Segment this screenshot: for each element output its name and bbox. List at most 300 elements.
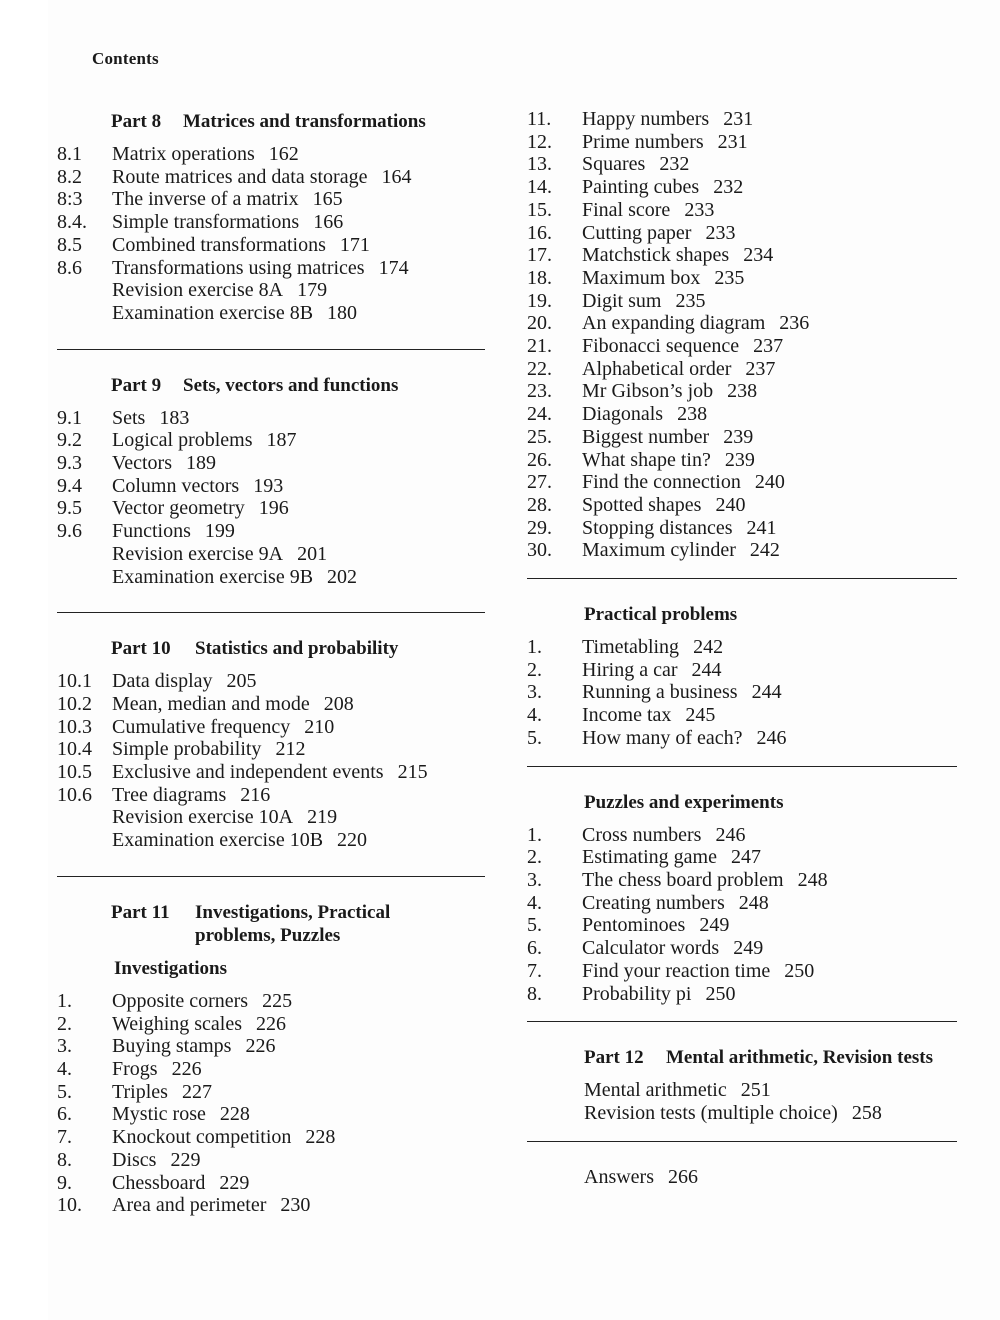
toc-entry[interactable] <box>57 234 485 257</box>
entry-title: Income tax <box>582 704 672 727</box>
toc-entry[interactable] <box>57 1035 485 1058</box>
entry-page: 248 <box>738 891 769 914</box>
entry-number: 9.4 <box>57 474 82 497</box>
toc-entry[interactable] <box>57 738 485 761</box>
entry-number: 23. <box>527 380 552 403</box>
entry-page: 202 <box>327 565 358 588</box>
part-title: Statistics and probability <box>195 638 399 660</box>
toc-entry[interactable] <box>527 222 957 245</box>
entry-page: 220 <box>337 829 368 852</box>
toc-entry[interactable] <box>57 1194 485 1217</box>
part-number: Part 12 <box>584 1047 644 1069</box>
part-title <box>195 901 485 947</box>
entry-title: Cutting paper <box>582 221 692 244</box>
toc-entry[interactable] <box>527 704 957 727</box>
entry-number: 5. <box>527 726 542 749</box>
entry-page: 165 <box>312 188 343 211</box>
entry-title: Simple transformations <box>112 211 300 234</box>
entry-page: 231 <box>717 130 748 153</box>
entry-number: 29. <box>527 516 552 539</box>
entry-page: 230 <box>280 1194 311 1217</box>
entry-page: 216 <box>240 783 271 806</box>
entry-page: 205 <box>226 670 257 693</box>
entry-number: 7. <box>57 1126 72 1149</box>
entry-page: 236 <box>779 312 810 335</box>
entry-number: 4. <box>527 891 542 914</box>
entry-number: 9.2 <box>57 429 82 452</box>
part-title-line-2: problems, Puzzles <box>195 924 341 946</box>
toc-entry[interactable] <box>57 211 485 234</box>
entry-number: 2. <box>527 658 542 681</box>
toc-entry[interactable] <box>57 990 485 1013</box>
entry-title: Logical problems <box>112 429 253 452</box>
entry-page: 226 <box>256 1012 287 1035</box>
entry-page: 183 <box>159 406 190 429</box>
entry-title: Examination exercise 8B <box>112 301 314 324</box>
part-12-list <box>527 1079 957 1124</box>
entry-number: 3. <box>57 1035 72 1058</box>
toc-entry[interactable] <box>527 1079 957 1102</box>
entry-title: Simple probability <box>112 738 262 761</box>
entry-page: 210 <box>304 715 335 738</box>
entry-page: 179 <box>297 279 328 302</box>
entry-page: 245 <box>685 704 716 727</box>
entry-title: Diagonals <box>582 403 664 426</box>
entry-page: 219 <box>307 806 338 829</box>
entry-number <box>57 543 112 566</box>
entry-number: 7. <box>527 959 542 982</box>
entry-page: 244 <box>751 681 782 704</box>
entry-page: 239 <box>724 448 755 471</box>
toc-entry[interactable] <box>57 279 485 302</box>
toc-entry[interactable] <box>527 727 957 750</box>
toc-entry[interactable] <box>57 166 485 189</box>
entry-title: Revision exercise 10A <box>112 806 294 829</box>
entry-title: Hiring a car <box>582 658 678 681</box>
entry-page: 226 <box>171 1057 202 1080</box>
entry-number: 22. <box>527 357 552 380</box>
entry-page: 266 <box>668 1165 698 1188</box>
entry-page: 249 <box>699 914 730 937</box>
entry-title: Mr Gibson’s job <box>582 380 714 403</box>
toc-entry[interactable] <box>527 153 957 176</box>
toc-entry[interactable] <box>57 1081 485 1104</box>
entry-number: 8:3 <box>57 188 83 211</box>
toc-entry[interactable] <box>527 335 957 358</box>
entry-number: 8. <box>57 1148 72 1171</box>
toc-entry[interactable] <box>527 380 957 403</box>
entry-title: Knockout competition <box>112 1126 292 1149</box>
entry-title: Prime numbers <box>582 130 704 153</box>
entry-page: 250 <box>784 959 815 982</box>
entry-page: 232 <box>713 176 744 199</box>
entry-title: Painting cubes <box>582 176 700 199</box>
entry-title: Matchstick shapes <box>582 244 730 267</box>
entry-number: 13. <box>527 153 552 176</box>
entry-number: 10.2 <box>57 692 92 715</box>
part-9-heading <box>57 374 485 397</box>
entry-number: 21. <box>527 335 552 358</box>
toc-entry[interactable] <box>57 716 485 739</box>
entry-page: 242 <box>749 539 780 562</box>
entry-page: 201 <box>297 542 328 565</box>
toc-entry[interactable] <box>57 188 485 211</box>
entry-title: Maximum cylinder <box>582 539 736 562</box>
entry-page: 232 <box>659 153 690 176</box>
part-title: Sets, vectors and functions <box>183 374 399 396</box>
entry-number: 5. <box>57 1080 72 1103</box>
entry-page: 244 <box>691 658 722 681</box>
toc-entry-answers[interactable] <box>527 1166 957 1189</box>
entry-page: 229 <box>219 1171 250 1194</box>
entry-number: 8.1 <box>57 143 82 165</box>
toc-entry[interactable] <box>57 257 485 280</box>
entry-title: The inverse of a matrix <box>112 188 299 211</box>
entry-page: 196 <box>258 497 289 520</box>
entry-title: Spotted shapes <box>582 493 702 516</box>
entry-title: Pentominoes <box>582 914 686 937</box>
toc-entry[interactable] <box>57 452 485 475</box>
entry-number: 28. <box>527 493 552 516</box>
entry-title: Mental arithmetic <box>584 1079 727 1102</box>
entry-page: 241 <box>746 516 777 539</box>
entry-page: 242 <box>693 636 724 659</box>
entry-title: Calculator words <box>582 937 720 960</box>
entry-title: Chessboard <box>112 1171 206 1194</box>
entry-title: Maximum box <box>582 266 701 289</box>
entry-page: 174 <box>378 256 409 279</box>
part-number: Part 9 <box>111 374 162 396</box>
part-10-heading <box>57 637 485 660</box>
puzzles-heading: Puzzles and experiments <box>584 791 784 813</box>
entry-page: 251 <box>740 1079 771 1102</box>
entry-number <box>527 1102 584 1125</box>
entry-title: Transformations using matrices <box>112 256 365 279</box>
entry-number: 3. <box>527 681 542 704</box>
toc-entry[interactable] <box>57 497 485 520</box>
toc-entry[interactable] <box>57 302 485 325</box>
entry-number: 26. <box>527 448 552 471</box>
toc-entry[interactable] <box>57 143 485 166</box>
part-number: Part 8 <box>111 111 162 132</box>
entry-number: 17. <box>527 244 552 267</box>
entry-title: Biggest number <box>582 425 710 448</box>
toc-entry[interactable] <box>57 1103 485 1126</box>
toc-entry[interactable] <box>57 784 485 807</box>
entry-title: Combined transformations <box>112 233 326 256</box>
entry-title: Cross numbers <box>582 823 702 846</box>
entry-page: 187 <box>266 429 297 452</box>
toc-entry[interactable] <box>527 449 957 472</box>
toc-entry[interactable] <box>57 1126 485 1149</box>
toc-entry[interactable] <box>57 1013 485 1036</box>
toc-entry[interactable] <box>527 960 957 983</box>
toc-entry[interactable] <box>527 892 957 915</box>
toc-entry[interactable] <box>527 824 957 847</box>
entry-page: 234 <box>743 244 774 267</box>
page-title: Contents <box>92 49 159 68</box>
entry-number: 30. <box>527 539 552 562</box>
entry-number: 9.6 <box>57 520 82 543</box>
entry-title: Revision exercise 8A <box>112 279 284 302</box>
entry-number <box>57 279 112 302</box>
entry-page: 162 <box>268 143 299 165</box>
entry-title: Estimating game <box>582 846 717 869</box>
entry-page: 180 <box>327 301 358 324</box>
entry-number: 6. <box>527 937 542 960</box>
entry-title: Area and perimeter <box>112 1194 267 1217</box>
entry-number: 8.4. <box>57 211 87 234</box>
toc-entry[interactable] <box>527 199 957 222</box>
investigations-continued-list <box>527 108 957 562</box>
entry-page: 215 <box>397 761 428 784</box>
entry-page: 233 <box>705 221 736 244</box>
page-margin <box>0 0 48 1320</box>
entry-page: 247 <box>730 846 761 869</box>
toc-entry[interactable] <box>527 846 957 869</box>
entry-page: 250 <box>705 982 736 1005</box>
toc-entry[interactable] <box>57 1058 485 1081</box>
part-9-list <box>57 407 485 589</box>
entry-page: 164 <box>381 165 412 188</box>
entry-number: 5. <box>527 914 542 937</box>
entry-title: Sets <box>112 406 146 429</box>
entry-title: Happy numbers <box>582 108 710 130</box>
entry-page: 237 <box>753 335 784 358</box>
toc-entry[interactable] <box>57 1149 485 1172</box>
entry-page: 208 <box>323 692 354 715</box>
entry-number <box>527 1166 584 1189</box>
entry-page: 249 <box>733 937 764 960</box>
toc-entry[interactable] <box>527 108 957 131</box>
entry-title: Fibonacci sequence <box>582 335 740 358</box>
entry-number: 16. <box>527 221 552 244</box>
toc-entry[interactable] <box>527 539 957 562</box>
entry-title: Triples <box>112 1080 168 1103</box>
entry-page: 240 <box>754 471 785 494</box>
investigations-heading: Investigations <box>114 957 227 979</box>
toc-entry[interactable] <box>527 312 957 335</box>
entry-title: Stopping distances <box>582 516 733 539</box>
entry-title: What shape tin? <box>582 448 711 471</box>
practical-problems-list <box>527 636 957 750</box>
entry-page: 238 <box>677 403 708 426</box>
entry-title: Probability pi <box>582 982 692 1005</box>
toc-entry[interactable] <box>527 869 957 892</box>
part-10-list <box>57 670 485 852</box>
entry-number: 1. <box>57 989 72 1012</box>
entry-title: Discs <box>112 1148 157 1171</box>
toc-entry[interactable] <box>527 426 957 449</box>
toc-entry[interactable] <box>527 244 957 267</box>
entry-number <box>57 806 112 829</box>
entry-title: Timetabling <box>582 636 680 659</box>
entry-title: Revision exercise 9A <box>112 542 284 565</box>
toc-entry[interactable] <box>527 1102 957 1125</box>
practical-problems-heading: Practical problems <box>584 604 738 626</box>
entry-title: Mystic rose <box>112 1103 206 1126</box>
toc-entry[interactable] <box>527 131 957 154</box>
entry-title: Answers <box>584 1165 654 1188</box>
entry-number <box>57 302 112 325</box>
toc-entry[interactable] <box>527 937 957 960</box>
entry-number: 1. <box>527 636 542 659</box>
entry-page: 228 <box>219 1103 250 1126</box>
part-number: Part 11 <box>111 901 170 923</box>
entry-number: 4. <box>57 1057 72 1080</box>
entry-page: 225 <box>262 989 293 1012</box>
entry-page: 246 <box>715 823 746 846</box>
entry-title: Alphabetical order <box>582 357 732 380</box>
entry-page: 235 <box>714 266 745 289</box>
entry-number: 2. <box>527 846 542 869</box>
part-title-line-1: Investigations, Practical <box>195 901 391 923</box>
toc-entry[interactable] <box>57 543 485 566</box>
left-column <box>57 110 485 1217</box>
entry-page: 233 <box>684 198 715 221</box>
toc-entry[interactable] <box>57 829 485 852</box>
toc-entry[interactable] <box>57 566 485 589</box>
entry-number: 4. <box>527 704 542 727</box>
toc-entry[interactable] <box>527 636 957 659</box>
entry-title: Examination exercise 10B <box>112 829 324 852</box>
toc-entry[interactable] <box>57 520 485 543</box>
entry-number: 18. <box>527 266 552 289</box>
entry-title: Find the connection <box>582 471 741 494</box>
entry-number: 9.5 <box>57 497 82 520</box>
entry-title: Squares <box>582 153 646 176</box>
toc-entry[interactable] <box>527 471 957 494</box>
entry-page: 237 <box>745 357 776 380</box>
entry-number: 10. <box>57 1194 82 1217</box>
toc-entry[interactable] <box>527 659 957 682</box>
entry-number: 1. <box>527 823 542 846</box>
entry-title: Examination exercise 9B <box>112 565 314 588</box>
entry-number: 8.6 <box>57 256 82 279</box>
entry-title: Vector geometry <box>112 497 245 520</box>
entry-number: 10.6 <box>57 783 92 806</box>
toc-entry[interactable] <box>57 407 485 430</box>
entry-title: An expanding diagram <box>582 312 766 335</box>
entry-title: How many of each? <box>582 726 743 749</box>
toc-entry[interactable] <box>527 290 957 313</box>
entry-title: Final score <box>582 198 671 221</box>
entry-title: Column vectors <box>112 474 240 497</box>
toc-entry[interactable] <box>527 403 957 426</box>
entry-title: Cumulative frequency <box>112 715 291 738</box>
entry-number: 14. <box>527 176 552 199</box>
entry-number: 19. <box>527 289 552 312</box>
entry-number: 12. <box>527 130 552 153</box>
entry-number: 9.3 <box>57 452 82 475</box>
entry-title: Tree diagrams <box>112 783 227 806</box>
entry-number: 8. <box>527 982 542 1005</box>
puzzles-list <box>527 824 957 1006</box>
entry-number: 10.3 <box>57 715 92 738</box>
entry-page: 231 <box>723 108 754 130</box>
entry-page: 226 <box>245 1035 276 1058</box>
part-title: Matrices and transformations <box>183 111 426 132</box>
entry-title: Running a business <box>582 681 738 704</box>
part-8-heading <box>57 110 485 133</box>
entry-title: Creating numbers <box>582 891 725 914</box>
entry-number: 2. <box>57 1012 72 1035</box>
entry-number: 20. <box>527 312 552 335</box>
entry-number: 3. <box>527 868 542 891</box>
answers-list <box>527 1166 957 1189</box>
entry-number: 8.5 <box>57 233 82 256</box>
entry-page: 235 <box>675 289 706 312</box>
entry-page: 238 <box>727 380 758 403</box>
right-column <box>527 108 957 1188</box>
toc-entry[interactable] <box>527 358 957 381</box>
entry-number: 10.4 <box>57 738 92 761</box>
toc-entry[interactable] <box>527 681 957 704</box>
entry-page: 229 <box>170 1148 201 1171</box>
entry-page: 166 <box>313 211 344 234</box>
toc-entry[interactable] <box>57 429 485 452</box>
toc-entry[interactable] <box>527 983 957 1006</box>
entry-page: 228 <box>305 1126 336 1149</box>
toc-entry[interactable] <box>527 914 957 937</box>
entry-title: Exclusive and independent events <box>112 761 384 784</box>
toc-entry[interactable] <box>57 475 485 498</box>
entry-title: Vectors <box>112 452 172 475</box>
entry-number <box>57 566 112 589</box>
toc-entry[interactable] <box>527 517 957 540</box>
part-8-list <box>57 143 485 325</box>
entry-number: 8.2 <box>57 165 82 188</box>
entry-page: 239 <box>723 425 754 448</box>
entry-number: 10.5 <box>57 761 92 784</box>
toc-entry[interactable] <box>527 494 957 517</box>
entry-page: 248 <box>797 868 828 891</box>
part-12-heading <box>527 1046 957 1069</box>
toc-entry[interactable] <box>57 693 485 716</box>
entry-page: 258 <box>851 1101 882 1124</box>
entry-number <box>57 829 112 852</box>
entry-number: 10.1 <box>57 670 92 693</box>
part-title: Mental arithmetic, Revision tests <box>666 1047 933 1069</box>
entry-title: Functions <box>112 520 191 543</box>
toc-entry[interactable] <box>57 761 485 784</box>
entry-number: 9. <box>57 1171 72 1194</box>
entry-title: Digit sum <box>582 289 662 312</box>
entry-number: 27. <box>527 471 552 494</box>
toc-entry[interactable] <box>57 670 485 693</box>
entry-number: 6. <box>57 1103 72 1126</box>
entry-page: 193 <box>253 474 284 497</box>
entry-number: 11. <box>527 108 552 130</box>
entry-page: 246 <box>756 726 787 749</box>
entry-page: 240 <box>715 493 746 516</box>
entry-title: Revision tests (multiple choice) <box>584 1101 838 1124</box>
entry-title: Mean, median and mode <box>112 692 310 715</box>
entry-title: The chess board problem <box>582 868 784 891</box>
toc-entry[interactable] <box>527 176 957 199</box>
toc-entry[interactable] <box>57 1172 485 1195</box>
part-number: Part 10 <box>111 638 171 660</box>
toc-entry[interactable] <box>527 267 957 290</box>
entry-number: 25. <box>527 425 552 448</box>
entry-page: 171 <box>339 233 370 256</box>
entry-number <box>527 1079 584 1102</box>
entry-page: 199 <box>204 520 235 543</box>
toc-entry[interactable] <box>57 806 485 829</box>
entry-title: Route matrices and data storage <box>112 165 368 188</box>
entry-page: 227 <box>181 1080 212 1103</box>
entry-number: 9.1 <box>57 406 82 429</box>
